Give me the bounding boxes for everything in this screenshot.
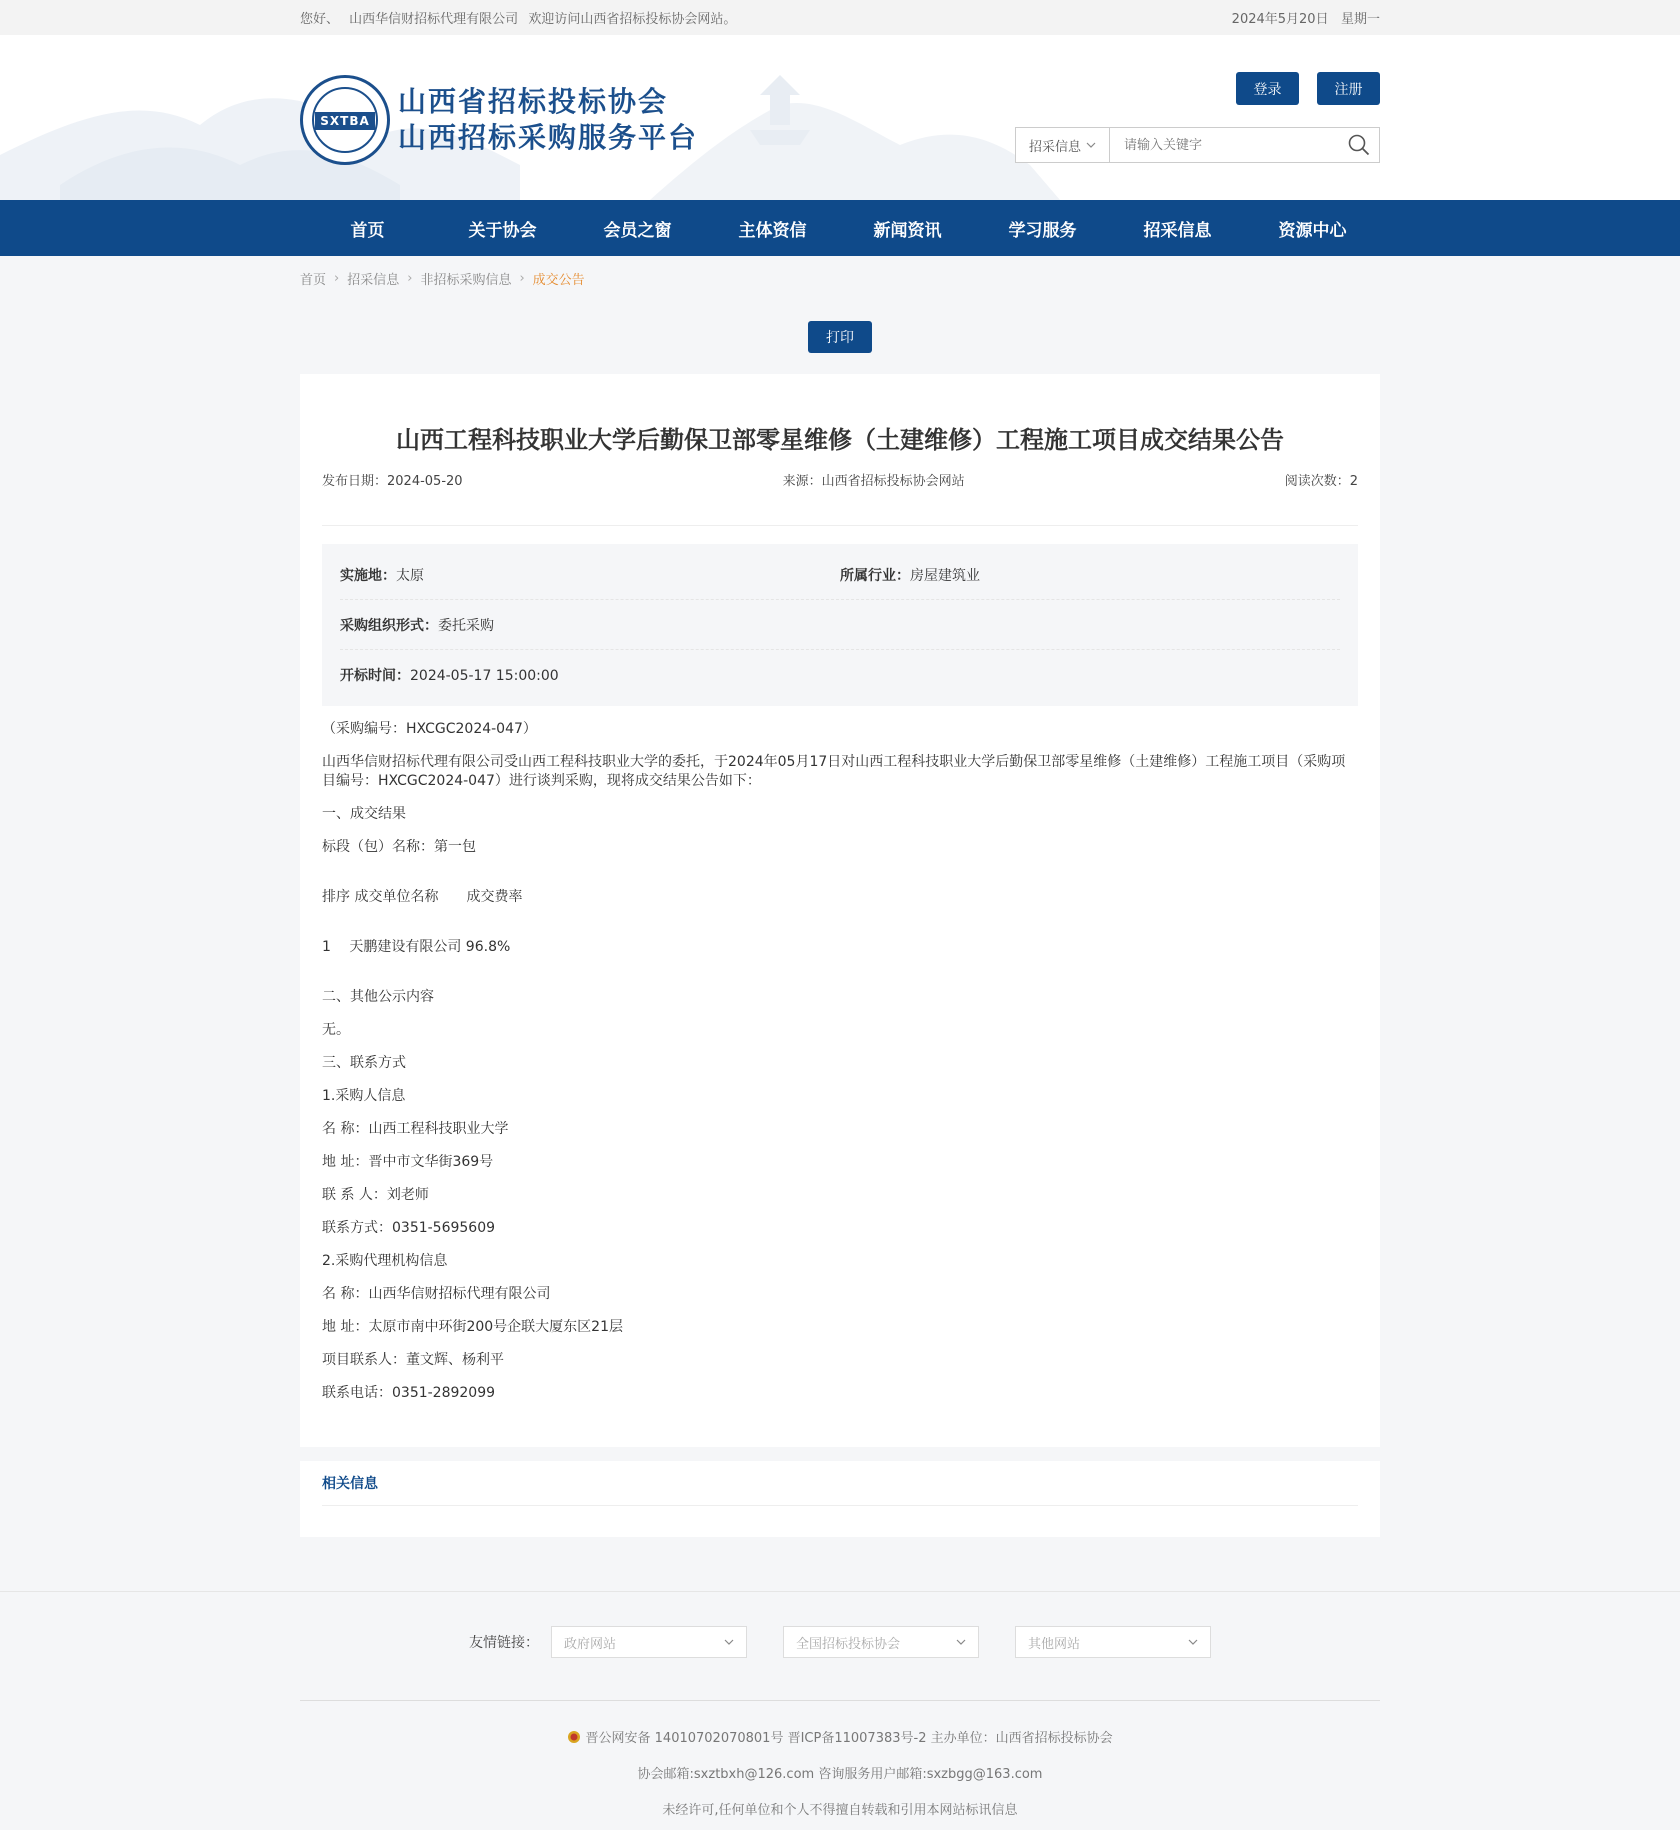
body-paragraph: 联系方式：0351-5695609 [322, 1220, 496, 1236]
user-company-name[interactable]: 山西华信财招标代理有限公司 [349, 12, 519, 27]
info-location-label: 实施地： [340, 567, 396, 584]
site-title-line1: 山西省招标投标协会 [398, 85, 669, 118]
body-paragraph: 标段（包）名称：第一包 [322, 839, 476, 855]
body-paragraph: 联 系 人：刘老师 [322, 1187, 429, 1203]
dropdown-value: 政府网站 [564, 1636, 617, 1652]
article-title: 山西工程科技职业大学后勤保卫部零星维修（土建维修）工程施工项目成交结果公告 [396, 426, 1284, 454]
dropdown-value: 其他网站 [1028, 1636, 1081, 1652]
body-paragraph: 地 址：太原市南中环街200号企联大厦东区21层 [322, 1319, 623, 1335]
view-count: 阅读次数：2 [1284, 474, 1358, 489]
nav-item-credit[interactable]: 主体资信 [738, 220, 807, 241]
nav-item-about[interactable]: 关于协会 [468, 220, 537, 241]
search-input[interactable] [1110, 128, 1339, 162]
breadcrumb-procurement[interactable]: 招采信息 [347, 272, 400, 288]
other-sites-dropdown[interactable] [1015, 1626, 1211, 1658]
body-paragraph: 山西华信财招标代理有限公司受山西工程科技职业大学的委托，于2024年05月17日对山西工程科技职业大学后勤保卫部零星维修（土建维修）工程施工项目（采购项目编号：HXCGC2024-047）进行谈判采购，现将成交结果公告如下： [322, 754, 1346, 789]
site-logo[interactable] [300, 75, 698, 165]
breadcrumb [300, 256, 1380, 300]
search-category-value: 招采信息 [1028, 139, 1081, 155]
main-navigation [0, 200, 1680, 256]
body-paragraph: 2.采购代理机构信息 [322, 1253, 448, 1269]
info-org-value: 委托采购 [438, 617, 494, 634]
register-button[interactable]: 注册 [1317, 72, 1380, 105]
info-open-label: 开标时间： [340, 668, 410, 684]
breadcrumb-non-tender[interactable]: 非招标采购信息 [420, 272, 512, 288]
related-info-panel [300, 1461, 1380, 1537]
chevron-down-icon [724, 1639, 734, 1645]
chevron-right-icon: › [334, 270, 340, 286]
body-paragraph: 联系电话：0351-2892099 [322, 1385, 496, 1401]
body-paragraph: 二、其他公示内容 [322, 989, 434, 1005]
auth-buttons [1236, 72, 1380, 105]
body-paragraph: 项目联系人：董文辉、杨利平 [322, 1352, 504, 1368]
info-open-time [340, 665, 1340, 685]
nav-item-home[interactable]: 首页 [350, 220, 385, 241]
nav-item-learning[interactable]: 学习服务 [1008, 220, 1077, 241]
info-industry-label: 所属行业： [840, 567, 910, 584]
result-table-row: 1 天鹏建设有限公司 96.8% [322, 939, 511, 955]
article-panel [300, 374, 1380, 1447]
site-title-line2: 山西招标采购服务平台 [398, 121, 699, 154]
related-info-title: 相关信息 [322, 1473, 1358, 1506]
body-paragraph: 名 称：山西华信财招标代理有限公司 [322, 1286, 551, 1302]
article-meta [322, 470, 1358, 526]
breadcrumb-home[interactable]: 首页 [300, 272, 327, 288]
nav-item-procurement[interactable]: 招采信息 [1143, 220, 1212, 241]
police-badge-icon [567, 1730, 581, 1744]
publish-date: 发布日期：2024-05-20 [322, 474, 463, 489]
body-paragraph: 三、联系方式 [322, 1055, 406, 1071]
search-bar [1015, 127, 1380, 163]
chevron-right-icon: › [407, 270, 413, 286]
chevron-down-icon [956, 1639, 966, 1645]
article-source: 来源：山西省招标投标协会网站 [782, 474, 965, 489]
chevron-down-icon [1086, 142, 1096, 148]
current-weekday: 星期一 [1340, 12, 1380, 27]
search-category-select[interactable] [1016, 128, 1110, 162]
info-industry [840, 565, 1340, 585]
current-date: 2024年5月20日 [1231, 12, 1329, 27]
chevron-right-icon: › [519, 270, 525, 286]
greeting-text: 您好、 [300, 12, 340, 27]
site-footer [0, 1591, 1680, 1830]
info-open-value: 2024-05-17 15:00:00 [410, 668, 559, 684]
nav-item-members[interactable]: 会员之窗 [603, 220, 672, 241]
info-industry-value: 房屋建筑业 [910, 567, 980, 584]
top-bar [0, 0, 1680, 35]
footer-disclaimer: 未经许可,任何单位和个人不得擅自转载和引用本网站标讯信息 [662, 1803, 1018, 1818]
print-button[interactable]: 打印 [808, 321, 872, 353]
project-info-box [322, 544, 1358, 706]
welcome-text: 欢迎访问山西省招标投标协会网站。 [528, 12, 737, 27]
login-button[interactable]: 登录 [1236, 72, 1299, 105]
footer-emails: 协会邮箱:sxztbxh@126.com 咨询服务用户邮箱:sxzbgg@163.com [637, 1767, 1043, 1782]
print-row [300, 300, 1380, 374]
site-header [0, 35, 1680, 200]
footer-registration[interactable]: 晋公网安备 14010702070801号 晋ICP备11007383号-2 主办单位：山西省招标投标协会 [585, 1731, 1113, 1746]
chevron-down-icon [1188, 1639, 1198, 1645]
friend-links-label: 友情链接： [469, 1635, 539, 1651]
national-associations-dropdown[interactable] [783, 1626, 979, 1658]
body-paragraph: （采购编号：HXCGC2024-047） [322, 721, 537, 737]
gov-sites-dropdown[interactable] [551, 1626, 747, 1658]
info-org-label: 采购组织形式： [340, 617, 438, 634]
friend-links [0, 1626, 1680, 1658]
nav-item-resources[interactable]: 资源中心 [1278, 220, 1347, 241]
dropdown-value: 全国招标投标协会 [796, 1636, 901, 1652]
info-location-value: 太原 [396, 567, 424, 584]
body-paragraph: 1.采购人信息 [322, 1088, 406, 1104]
info-org-form [340, 615, 1340, 635]
footer-divider [300, 1700, 1380, 1701]
article-body [322, 720, 1358, 1403]
result-table-header: 排序 成交单位名称 成交费率 [322, 889, 523, 905]
breadcrumb-current: 成交公告 [532, 272, 585, 288]
nav-item-news[interactable]: 新闻资讯 [873, 220, 942, 241]
body-paragraph: 名 称：山西工程科技职业大学 [322, 1121, 509, 1137]
search-button[interactable] [1339, 128, 1379, 162]
association-seal-logo [300, 75, 390, 165]
logo-abbreviation: SXTBA [315, 112, 375, 130]
info-location [340, 565, 840, 585]
footer-copyright [0, 1721, 1680, 1829]
body-paragraph: 一、成交结果 [322, 806, 406, 822]
search-icon [1348, 134, 1370, 156]
body-paragraph: 无。 [322, 1022, 350, 1038]
body-paragraph: 地 址：晋中市文华街369号 [322, 1154, 494, 1170]
